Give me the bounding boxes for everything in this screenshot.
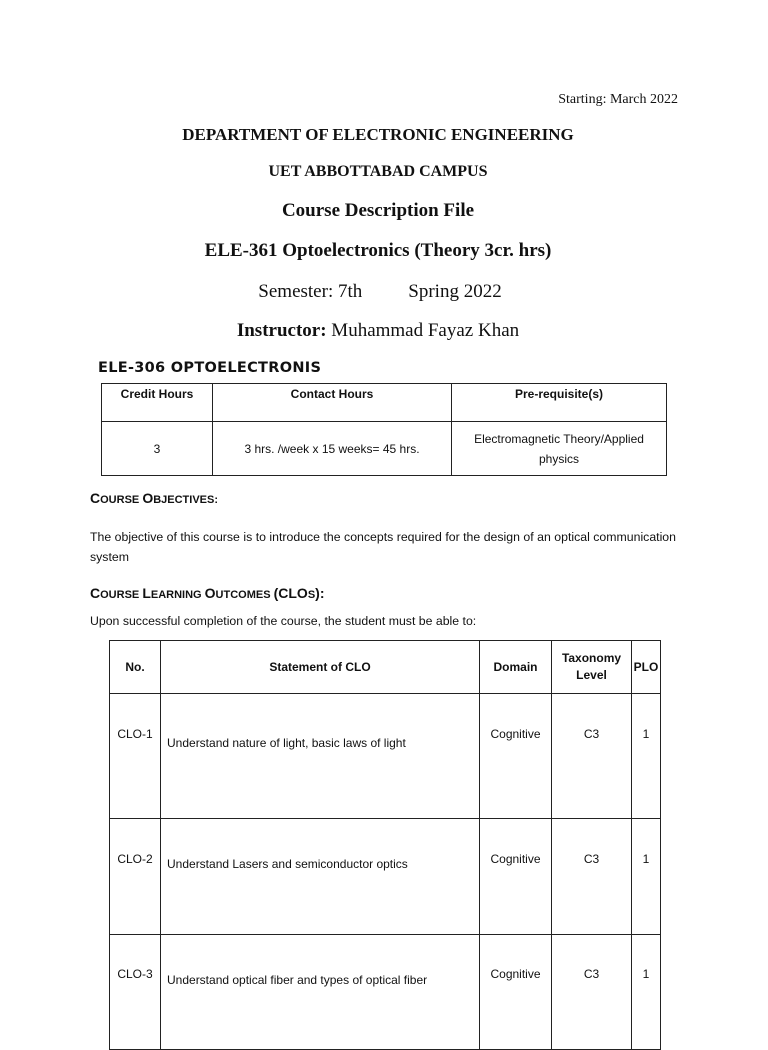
clo-intro: Upon successful completion of the course, the student must be able to: — [90, 614, 477, 628]
clo-table — [109, 640, 661, 1050]
instructor-label: Instructor: — [236, 320, 327, 341]
clo-taxonomy: C3 — [552, 935, 632, 1050]
clo-taxonomy: C3 — [552, 819, 632, 935]
objectives-text: The objective of this course is to introduce the concepts required for the design of an optical communication system — [90, 530, 676, 564]
clo-taxonomy: C3 — [552, 694, 632, 819]
clo-statement: Understand nature of light, basic laws of light — [161, 694, 480, 819]
header-domain: Domain — [480, 641, 552, 694]
header-prerequisites: Pre-requisite(s) — [452, 384, 667, 422]
header-credit-hours: Credit Hours — [102, 384, 213, 422]
contact-hours-value: 3 hrs. /week x 15 weeks= 45 hrs. — [213, 422, 452, 476]
clo-table-header — [110, 641, 661, 694]
header-plo: PLO — [632, 641, 661, 694]
instructor-line — [0, 320, 762, 342]
campus-title: UET ABBOTTABAD CAMPUS — [268, 163, 488, 180]
objectives-heading: COURSE OBJECTIVES: — [90, 490, 218, 506]
term: Spring 2022 — [408, 281, 502, 302]
prerequisites-value: Electromagnetic Theory/Applied physics — [452, 422, 667, 476]
header-taxonomy: Taxonomy Level — [552, 641, 632, 694]
clo-number: CLO-1 — [110, 694, 161, 819]
table-row — [110, 694, 661, 819]
clo-number: CLO-2 — [110, 819, 161, 935]
credit-hours-value: 3 — [102, 422, 213, 476]
file-title: Course Description File — [281, 200, 475, 221]
header-contact-hours: Contact Hours — [213, 384, 452, 422]
clo-statement: Understand Lasers and semiconductor optics — [161, 819, 480, 935]
clo-plo: 1 — [632, 819, 661, 935]
clo-number: CLO-3 — [110, 935, 161, 1050]
semester-label: Semester: — [258, 281, 334, 302]
start-date: Starting: March 2022 — [558, 92, 678, 107]
clo-plo: 1 — [632, 935, 661, 1050]
clo-plo: 1 — [632, 694, 661, 819]
credit-table-header — [102, 384, 667, 422]
department-title: DEPARTMENT OF ELECTRONIC ENGINEERING — [182, 125, 574, 144]
header-no: No. — [110, 641, 161, 694]
semester-line — [0, 281, 764, 303]
table-row — [110, 819, 661, 935]
course-subtitle: ELE-306 OPTOELECTRONIS — [98, 360, 322, 376]
clo-domain: Cognitive — [480, 694, 552, 819]
clo-heading: COURSE LEARNING OUTCOMES (CLOS): — [90, 585, 325, 601]
clo-domain: Cognitive — [480, 935, 552, 1050]
credit-table — [101, 383, 667, 476]
course-title: ELE-361 Optoelectronics (Theory 3cr. hrs) — [204, 240, 552, 261]
instructor-name: Muhammad Fayaz Khan — [326, 320, 520, 341]
semester-value: 7th — [333, 281, 363, 302]
clo-domain: Cognitive — [480, 819, 552, 935]
clo-statement: Understand optical fiber and types of optical fiber — [161, 935, 480, 1050]
table-row — [110, 935, 661, 1050]
credit-table-row — [102, 422, 667, 476]
header-statement: Statement of CLO — [161, 641, 480, 694]
